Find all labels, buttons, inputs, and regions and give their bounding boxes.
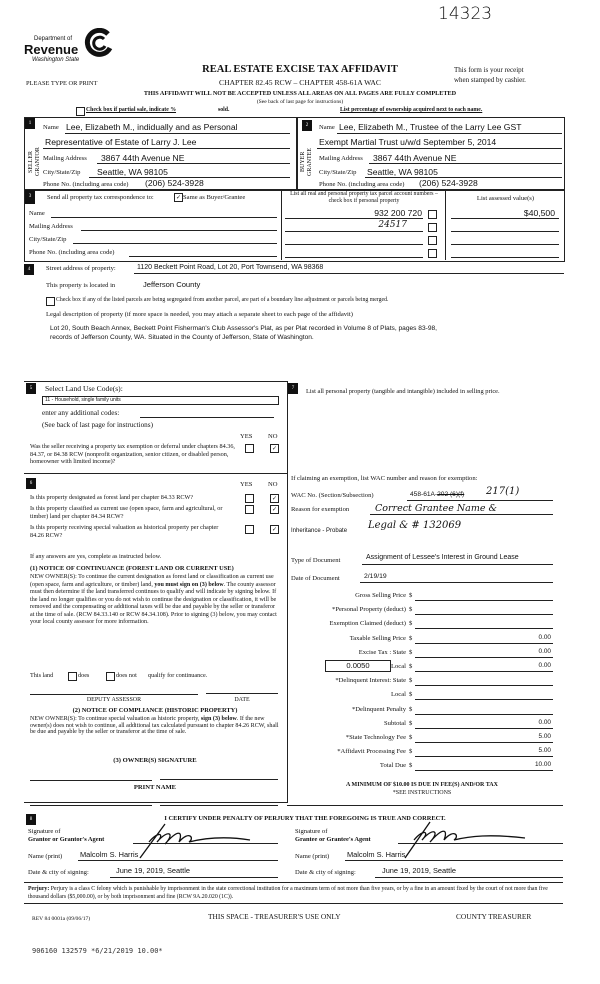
date-label: DATE: [234, 697, 250, 703]
tax-row-value[interactable]: 5.00: [538, 747, 551, 755]
wac-label: WAC No. (Section/Subsection): [291, 492, 374, 499]
this-land-label: This land: [30, 672, 54, 679]
tax-row-line: [415, 671, 553, 672]
notice-bold: sign (3) below: [200, 716, 237, 722]
property-street-field[interactable]: 1120 Beckett Point Road, Lot 20, Port Townsend, WA 98368: [137, 264, 324, 271]
notice-text: . If the new owner(s) does not wish to continue, all additional tax calculated pursuant to chapter 84.26 RCW, shall be due and payable by the seller or transferor at the time of sale.: [30, 716, 279, 736]
historic-yes-checkbox[interactable]: [245, 525, 254, 534]
tax-row-line: [415, 714, 553, 715]
parcel-header: List all real and personal property tax parcel account numbers – check box if personal property: [290, 191, 438, 204]
grantee-name-field[interactable]: Malcolm S. Harris: [347, 850, 406, 859]
tax-row-line: [415, 685, 553, 686]
section-number: 6: [26, 478, 36, 489]
date-city-label: Date & city of signing:: [28, 869, 89, 876]
tax-row-line: [415, 756, 553, 757]
currency-symbol: $: [409, 634, 413, 642]
wac-typed: 458-61A-: [410, 491, 438, 498]
does-label: does: [78, 672, 90, 679]
owner-signature-line[interactable]: [160, 779, 278, 780]
please-type: PLEASE TYPE OR PRINT: [26, 80, 98, 87]
currency-symbol: $: [409, 705, 413, 713]
name-print-label: Name (print): [295, 853, 330, 860]
parcel-number-field[interactable]: 24517: [378, 220, 407, 230]
tax-row-value[interactable]: 5.00: [538, 733, 551, 740]
tax-row-label: *Personal Property (deduct): [332, 606, 406, 614]
additional-codes-label: enter any additional codes:: [42, 409, 120, 417]
tax-row-line: [415, 643, 553, 644]
grantor-agent-label: Grantor or Grantor's Agent: [28, 836, 105, 843]
address-label: Mailing Address: [43, 155, 87, 162]
notice-text: NEW OWNER(S): To continue special valuation as historic property,: [30, 716, 200, 722]
buyer-phone-field[interactable]: (206) 524-3928: [419, 178, 478, 188]
tax-row-value[interactable]: 0.00: [538, 647, 551, 655]
reason-label: Reason for exemption: [291, 506, 350, 513]
qualify-label: qualify for continuance.: [148, 672, 208, 679]
notice-text: NEW OWNER(S): To continue the current designation as forest land or classification as current use (open space, farm and agriculture, or timber) land,: [30, 574, 274, 588]
tax-row-label: Exemption Claimed (deduct): [329, 620, 406, 628]
tax-row-label: Gross Selling Price: [355, 592, 406, 599]
compliance-notice-text: [30, 716, 285, 736]
tax-row-label: *State Technology Fee: [345, 734, 406, 741]
treasurer-stamp: 906160 132579 *6/21/2019 10.00*: [32, 947, 163, 955]
currency-symbol: $: [409, 648, 413, 656]
phone-label: Phone No. (including area code): [319, 181, 405, 188]
historic-question: Is this property receiving special valuation as historical property per chapter 84.26 RCW?: [30, 524, 219, 539]
reason-typed[interactable]: Inheritance - Probate: [291, 528, 348, 534]
yes-header: YES: [240, 481, 253, 488]
minimum-due-note: A MINIMUM OF $10.00 IS DUE IN FEE(S) AND/OR TAX: [346, 782, 498, 788]
parcel-number-field[interactable]: 932 200 720: [374, 208, 422, 218]
deputy-assessor-label: DEPUTY ASSESSOR: [86, 697, 142, 703]
county-treasurer-label: COUNTY TREASURER: [456, 912, 532, 921]
currency-symbol: $: [409, 762, 413, 770]
currency-symbol: $: [409, 620, 413, 628]
perjury-bold: Perjury:: [28, 886, 50, 892]
tax-row-line: [415, 600, 553, 601]
ownership-pct-note: List percentage of ownership acquired next to each name.: [340, 107, 483, 113]
name-print-label: Name (print): [28, 853, 63, 860]
current-use-question: Is this property classified as current use (open space, farm and agricultural, or timber) land per chapter 84.34 RCW?: [30, 505, 223, 520]
receipt-note: when stamped by cashier.: [454, 76, 526, 84]
currency-symbol: $: [409, 606, 413, 614]
receipt-note: This form is your receipt: [454, 66, 524, 74]
current-use-no-checkbox[interactable]: ✓: [271, 506, 278, 513]
partial-sale-checkbox[interactable]: [76, 107, 85, 116]
tax-row-line: [415, 742, 553, 743]
section-number: 3: [25, 190, 35, 204]
assessed-header: List assessed value(s): [476, 195, 535, 202]
section-number: 5: [26, 383, 36, 394]
exemption-question: Was the seller receiving a property tax exemption or deferral under chapters 84.36, 84.37, or 84.38 RCW (nonprofit organization, senior citizen, or disabled person, homeowner with limited income)?: [30, 443, 235, 466]
send-to-label: Send all property tax correspondence to:: [47, 194, 154, 201]
forest-yes-checkbox[interactable]: [245, 494, 254, 503]
seller-city-field[interactable]: Seattle, WA 98105: [97, 167, 168, 177]
doc-date-field[interactable]: 2/19/19: [364, 573, 387, 580]
treasurer-use-label: THIS SPACE - TREASURER'S USE ONLY: [208, 912, 341, 921]
segregated-checkbox[interactable]: [46, 297, 55, 306]
section-1-seller: [24, 117, 298, 191]
land-use-title: Select Land Use Code(s):: [45, 384, 123, 393]
perjury-text: Perjury is a class C felony which is punishable by imprisonment in the state correctional institution for a maximum term of not more than five years, or by a fine in an amount fixed by the court of not more than five thousand dollars ($5,000.00), or by both imprisonment and fine (RCW 9A.20.020 (1C)).: [28, 886, 548, 900]
land-use-code-select[interactable]: [42, 396, 279, 405]
notice-text: . The county assessor must then determine if the land transferred continues to qualify and will indicate by signing below. If the land no longer qualifies or you do not wish to continue the designation or classification, it will be removed and the compensating or additional taxes will be due and payable by the seller or transferor at the time of sale. (RCW 84.33.140 or RCW 84.34.108). Prior to signing (3) below, you may contact your local county assessor for more information.: [30, 581, 277, 625]
tax-row-label: Subtotal: [384, 719, 406, 727]
personal-property-checkbox[interactable]: [428, 236, 437, 245]
tax-row-label: Excise Tax : State: [358, 648, 406, 656]
city-label: City/State/Zip: [29, 236, 67, 243]
partial-sale-label: Check box if partial sale, indicate %: [86, 107, 177, 113]
tax-row-line: [415, 614, 553, 615]
tax-row-line: [415, 628, 553, 629]
grantor-signature[interactable]: [135, 820, 265, 860]
see-back-note: (See back of last page for instructions): [42, 421, 153, 429]
tax-row-label: Local: [390, 691, 406, 699]
does-not-qualify-checkbox[interactable]: [106, 672, 115, 681]
chapter-line: CHAPTER 82.45 RCW – CHAPTER 458-61A WAC: [219, 78, 381, 87]
tax-row-line: [415, 657, 553, 658]
current-use-yes-checkbox[interactable]: [245, 505, 254, 514]
exemption-yes-checkbox[interactable]: [245, 444, 254, 453]
sold-label: sold.: [218, 107, 230, 113]
tax-row-label: *Delinquent Penalty: [351, 705, 406, 713]
currency-symbol: $: [409, 677, 413, 685]
certify-statement: I CERTIFY UNDER PENALTY OF PERJURY THAT THE FOREGOING IS TRUE AND CORRECT.: [164, 815, 446, 822]
doc-type-label: Type of Document: [291, 557, 341, 564]
section-number: 8: [26, 814, 36, 825]
owner-signature-line[interactable]: [30, 780, 152, 781]
land-use-code-value: 11 - Household, single family units: [45, 397, 121, 403]
dor-logo: [20, 28, 115, 72]
assessed-value-field[interactable]: $40,500: [523, 208, 555, 218]
segregated-label: Check box if any of the listed parcels are being segregated from another parcel, are part of a boundary line adjustment or parcels being merged.: [56, 297, 389, 303]
local-rate-value: 0.0050: [346, 661, 370, 670]
forest-no-checkbox[interactable]: ✓: [271, 495, 278, 502]
no-header: NO: [268, 433, 278, 440]
no-header: NO: [268, 481, 278, 488]
seller-name-field-2[interactable]: Representative of Estate of Larry J. Lee: [45, 137, 197, 147]
see-back-note: (See back of last page for instructions): [256, 99, 344, 105]
city-label: City/State/Zip: [319, 169, 357, 176]
see-instructions-note: *SEE INSTRUCTIONS: [392, 790, 452, 796]
doc-date-label: Date of Document: [291, 575, 340, 582]
section-3-correspondence: [24, 189, 565, 262]
revision-code: REV 84 0001a (09/06/17): [32, 916, 91, 922]
continuance-notice-title: (1) NOTICE OF CONTINUANCE (FOREST LAND OR CURRENT USE): [30, 565, 234, 572]
phone-label: Phone No. (including area code): [43, 181, 129, 188]
tax-row-label: *Affidavit Processing Fee: [337, 748, 406, 756]
continuance-notice-text: [30, 574, 280, 627]
perjury-statement: [28, 885, 563, 901]
name-label: Name: [319, 124, 335, 131]
form-title: REAL ESTATE EXCISE TAX AFFIDAVIT: [202, 64, 398, 75]
name-label: Name: [29, 210, 45, 217]
reason-handwritten-2[interactable]: Legal & # 132069: [368, 520, 462, 531]
does-not-label: does not: [116, 672, 137, 679]
phone-label: Phone No. (including area code): [29, 249, 115, 256]
currency-symbol: $: [409, 734, 413, 741]
print-name-label: PRINT NAME: [133, 784, 177, 791]
signature-of-label: Signature of: [295, 828, 328, 835]
historic-no-checkbox[interactable]: ✓: [271, 526, 278, 533]
personal-property-checkbox[interactable]: [428, 210, 437, 219]
section-number: 7: [288, 383, 298, 394]
tax-row-line: [415, 770, 553, 771]
exemption-no-checkbox[interactable]: ✓: [271, 445, 278, 452]
seller-side-label: SELLER GRANTOR: [28, 147, 41, 177]
address-label: Mailing Address: [29, 223, 73, 230]
same-as-buyer-checkbox[interactable]: ✓: [175, 194, 182, 201]
wac-field[interactable]: [410, 491, 464, 498]
seller-name-field[interactable]: Lee, Elizabeth M., indidually and as Personal: [66, 122, 238, 132]
section-number: 4: [24, 264, 34, 275]
logo-text: Department of: [34, 36, 73, 42]
tax-row-label: Total Due: [379, 762, 406, 770]
city-label: City/State/Zip: [43, 169, 81, 176]
signature-of-label: Signature of: [28, 828, 61, 835]
grantor-name-field[interactable]: Malcolm S. Harris: [80, 850, 139, 859]
section-number: 1: [25, 118, 35, 129]
currency-symbol: $: [409, 592, 413, 599]
if-yes-note: If any answers are yes, complete as instructed below.: [30, 553, 162, 560]
located-in-label: This property is located in: [46, 282, 116, 289]
section-number: 2: [302, 120, 312, 131]
buyer-side-label: BUYER GRANTEE: [300, 148, 313, 176]
grantee-signature[interactable]: [400, 818, 530, 860]
handwritten-number: 14323: [438, 4, 493, 24]
tax-row-value[interactable]: 10.00: [535, 761, 551, 769]
tax-row-label: *Delinquent Interest: State: [335, 677, 406, 685]
tax-row-line: [415, 699, 553, 700]
legal-description-field[interactable]: Lot 20, South Beach Annex, Beckett Point Fisherman's Club Assessor's Plat, as per Plat recorded in Volume 8 of Plats, pages 83-98,: [50, 325, 438, 332]
personal-property-checkbox[interactable]: [428, 249, 437, 258]
name-label: Name: [43, 124, 59, 131]
seller-phone-field[interactable]: (206) 524-3928: [145, 178, 204, 188]
grantor-date-field[interactable]: June 19, 2019, Seattle: [116, 866, 190, 875]
logo-text: Revenue: [24, 42, 79, 57]
buyer-name-field-2[interactable]: Exempt Martial Trust u/w/d September 5, 2014: [319, 137, 497, 147]
exemption-intro: If claiming an exemption, list WAC number and reason for exemption:: [291, 475, 478, 482]
forest-land-question: Is this property designated as forest land per chapter 84.33 RCW?: [30, 494, 194, 501]
does-qualify-checkbox[interactable]: [68, 672, 77, 681]
currency-symbol: $: [409, 719, 413, 727]
seller-address-field[interactable]: 3867 44th Avenue NE: [101, 153, 185, 163]
yes-header: YES: [240, 433, 253, 440]
buyer-address-field[interactable]: 3867 44th Avenue NE: [373, 153, 457, 163]
county-field[interactable]: Jefferson County: [143, 280, 201, 289]
currency-symbol: $: [409, 663, 413, 670]
address-label: Mailing Address: [319, 155, 363, 162]
grantee-date-field[interactable]: June 19, 2019, Seattle: [382, 866, 456, 875]
buyer-city-field[interactable]: Seattle, WA 98105: [367, 167, 438, 177]
doc-type-field[interactable]: Assignment of Lessee's Interest in Ground Lease: [366, 554, 519, 561]
completion-warning: THIS AFFIDAVIT WILL NOT BE ACCEPTED UNLESS ALL AREAS ON ALL PAGES ARE FULLY COMPLETED: [143, 90, 457, 97]
same-as-buyer-label: Same as Buyer/Grantee: [183, 194, 246, 201]
reason-handwritten[interactable]: Correct Grantee Name &: [375, 503, 497, 514]
legal-description-field-2[interactable]: records of Jefferson County, WA. Situated in the County of Jefferson, State of Washington.: [50, 334, 314, 341]
tax-row-value[interactable]: 0.00: [538, 718, 551, 726]
tax-row-value[interactable]: 0.00: [538, 633, 551, 641]
tax-row-label: Taxable Selling Price: [349, 634, 406, 642]
date-city-label: Date & city of signing:: [295, 869, 356, 876]
owner-signature-title: (3) OWNER(S) SIGNATURE: [113, 757, 197, 764]
currency-symbol: $: [409, 748, 413, 756]
compliance-notice-title: (2) NOTICE OF COMPLIANCE (HISTORIC PROPERTY): [72, 707, 238, 714]
tax-row-label: Local: [390, 663, 406, 670]
buyer-name-field[interactable]: Lee, Elizabeth M., Trustee of the Larry Lee GST: [339, 122, 522, 132]
legal-description-label: Legal description of property (if more space is needed, you may attach a separate sheet to each page of the affidavit): [46, 311, 353, 318]
tax-row-line: [415, 728, 553, 729]
logo-text: Washington State: [32, 57, 80, 63]
personal-property-checkbox[interactable]: [428, 223, 437, 232]
notice-bold: you must sign on (3) below: [154, 581, 224, 588]
tax-row-value[interactable]: 0.00: [538, 662, 551, 669]
section-2-buyer: [296, 117, 565, 191]
street-address-label: Street address of property:: [46, 265, 116, 272]
grantee-agent-label: Grantee or Grantee's Agent: [295, 836, 371, 843]
wac-handwritten: 217(1): [486, 486, 520, 497]
wac-struck: 202 (6)(f): [437, 491, 465, 498]
currency-symbol: $: [409, 691, 413, 699]
personal-property-title: List all personal property (tangible and intangible) included in selling price.: [306, 388, 500, 395]
dor-swirl-icon: [84, 28, 114, 58]
